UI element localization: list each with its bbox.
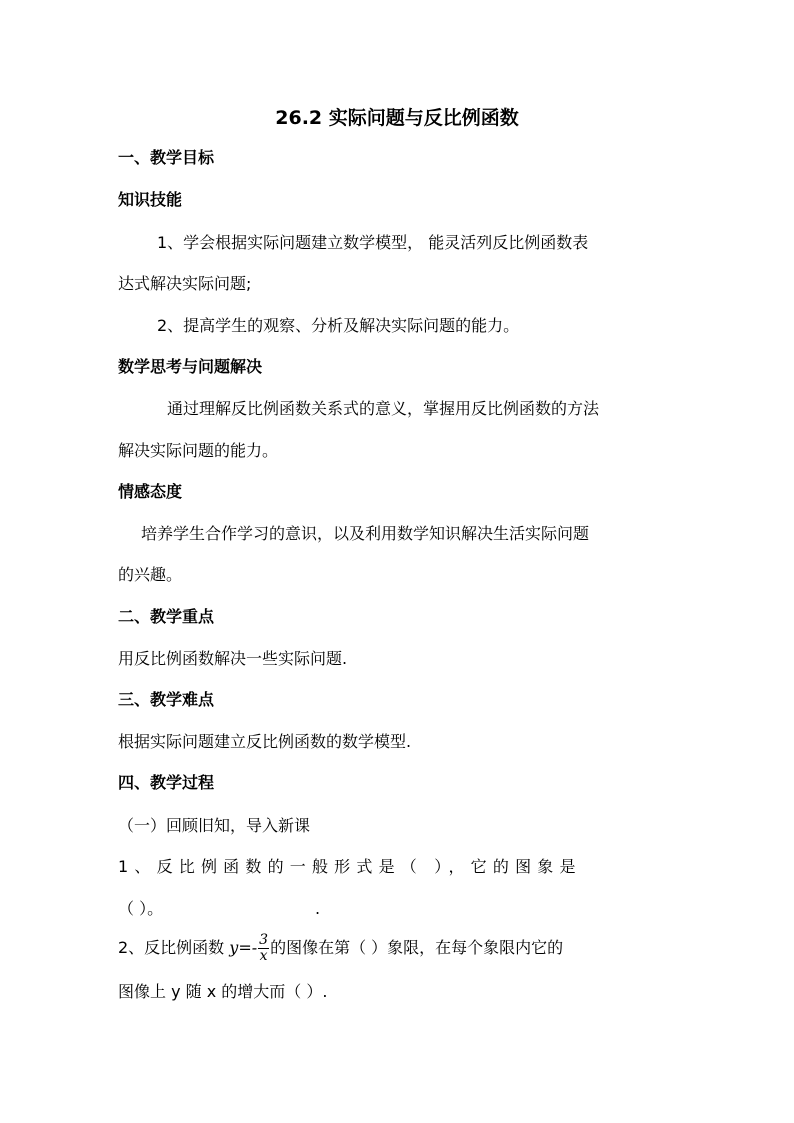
fraction-numerator: 3 xyxy=(259,932,269,948)
fraction-3-over-x xyxy=(258,933,269,964)
paragraph-knowledge-1: 1、学会根据实际问题建立数学模型， 能灵活列反比例函数表 xyxy=(157,233,589,252)
question-2-lhs: y=- xyxy=(229,938,258,957)
subheading-knowledge: 知识技能 xyxy=(118,190,183,209)
question-2 xyxy=(118,932,678,964)
question-2-suffix: 的图像在第（ ）象限，在每个象限内它的 xyxy=(270,938,564,957)
heading-process: 四、教学过程 xyxy=(118,773,215,792)
paragraph-thinking: 通过理解反比例函数关系式的意义，掌握用反比例函数的方法 xyxy=(167,399,600,418)
heading-difficult-points: 三、教学难点 xyxy=(118,690,215,709)
paragraph-thinking-cont: 解决实际问题的能力。 xyxy=(118,441,279,460)
paragraph-attitude-cont: 的兴趣。 xyxy=(118,565,183,584)
subheading-attitude: 情感态度 xyxy=(118,482,183,501)
question-1: 1、反比例函数的一般形式是（ ），它的图象是 xyxy=(118,857,582,876)
fraction-denominator: x xyxy=(259,948,268,964)
question-1-cont: （ ）。 xyxy=(118,899,164,918)
paragraph-knowledge-1-cont: 达式解决实际问题; xyxy=(118,274,252,293)
paragraph-knowledge-2: 2、提高学生的观察、分析及解决实际问题的能力。 xyxy=(157,316,520,335)
question-2-prefix: 2、反比例函数 xyxy=(118,938,230,957)
paragraph-key-points: 用反比例函数解决一些实际问题. xyxy=(118,649,348,668)
document-title: 26.2 实际问题与反比例函数 xyxy=(275,107,519,129)
heading-objectives: 一、教学目标 xyxy=(118,148,215,167)
paragraph-review: （一）回顾旧知，导入新课 xyxy=(118,816,311,835)
heading-key-points: 二、教学重点 xyxy=(118,607,215,626)
subheading-thinking: 数学思考与问题解决 xyxy=(118,357,263,376)
paragraph-attitude: 培养学生合作学习的意识，以及利用数学知识解决生活实际问题 xyxy=(141,524,590,543)
question-2-cont: 图像上 y 随 x 的增大而（ ）. xyxy=(118,982,328,1001)
paragraph-difficult-points: 根据实际问题建立反比例函数的数学模型. xyxy=(118,732,412,751)
question-1-dot: . xyxy=(315,899,321,918)
